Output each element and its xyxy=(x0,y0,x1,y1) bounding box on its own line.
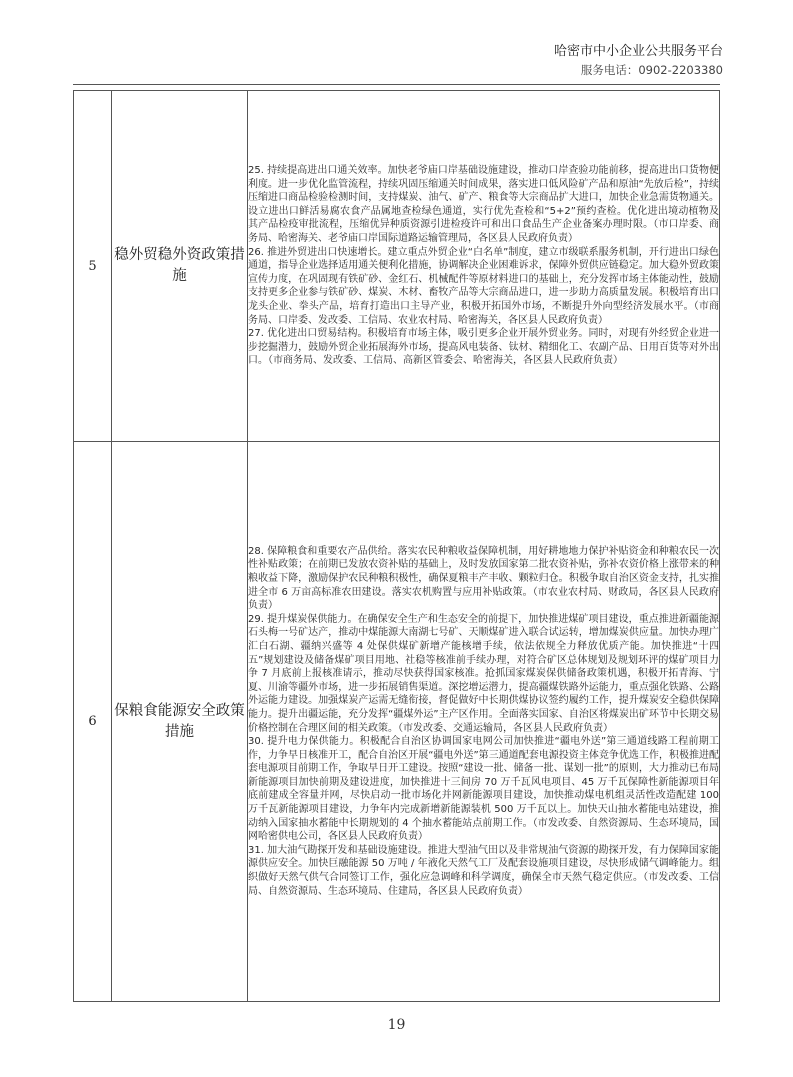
table-row xyxy=(74,91,720,442)
policy-table xyxy=(73,90,720,1002)
item-30: 30. 提升电力保供能力。积极配合自治区协调国家电网公司加快推进“疆电外送”第三通道线路工程前期工作，力争早日核准开工，配合自治区开展“疆电外送”第三通道配套电源投资主体竞争优选工作，积极推进配套电源项目前期工作，争取早日开工建设。按照“建设一批、储备一批、谋划一批”的原则，大力推动已布局新能源项目加快前期及建设进度，加快推进十三间房 70 万千瓦风电项目、45 万千瓦保障性新能源项目年底前建成全容量并网，尽快启动一批市场化并网新能源项目建设，加快推动煤电机组灵活性改造配建 100 万千瓦新能源项目建设，力争年内完成新增新能源装机 500 万千瓦以上。加快天山抽水蓄能电站建设，推动纳入国家抽水蓄能中长期规划的 4 个抽水蓄能站点前期工作。（市发改委、自然资源局、生态环境局，国网哈密供电公司，各区县人民政府负责） xyxy=(248,736,719,843)
row-number: 6 xyxy=(74,442,112,1002)
policy-name: 保粮食能源安全政策措施 xyxy=(112,442,248,1002)
page-number: 19 xyxy=(387,1017,406,1033)
item-27: 27. 优化进出口贸易结构。积极培育市场主体，吸引更多企业开展外贸业务。同时，对现有外经贸企业进一步挖掘潜力，鼓励外贸企业拓展海外市场，提高风电装备、钛材、精细化工、农副产品、日用百货等对外出口。（市商务局、发改委、工信局、高新区管委会、哈密海关，各区县人民政府负责） xyxy=(248,328,719,367)
header-phone: 服务电话：0902-2203380 xyxy=(580,63,723,77)
policy-content xyxy=(248,91,720,442)
page-header xyxy=(554,40,723,78)
item-31: 31. 加大油气勘探开发和基础设施建设。推进大型油气田以及非常规油气资源的勘探开发，有力保障国家能源供应安全。加快巨融能源 50 万吨 / 年液化天然气工厂及配套设施项目建设，尽快形成储气调峰能力。组织做好天然气供气合同签订工作，强化应急调峰和科学调度，确保全市天然气稳定供应。（市发改委、工信局、自然资源局、生态环境局、住建局，各区县人民政府负责） xyxy=(248,844,719,897)
item-28: 28. 保障粮食和重要农产品供给。落实农民种粮收益保障机制，用好耕地地力保护补贴资金和种粮农民一次性补贴政策；在前期已发放农资补贴的基础上，及时发放国家第二批农资补贴，弥补农资价格上涨带来的种粮收益下降，激励保护农民种粮积极性，确保夏粮丰产丰收、颗粒归仓。积极争取自治区资金支持，扎实推进全市 6 万亩高标准农田建设。落实农机购置与应用补贴政策。（市农业农村局、财政局，各区县人民政府负责） xyxy=(248,545,719,612)
table-row xyxy=(74,442,720,1002)
policy-name: 稳外贸稳外资政策措施 xyxy=(112,91,248,442)
row-number: 5 xyxy=(74,91,112,442)
item-26: 26. 推进外贸进出口快速增长。建立重点外贸企业“白名单”制度，建立市级联系服务机制，开行进出口绿色通道，指导企业选择适用通关便利化措施，协调解决企业困难诉求，保障外贸供应链稳定。加大稳外贸政策宣传力度，在巩固现有铁矿砂、金红石、机械配件等原材料进口的基础上，充分发挥市场主体能动性，鼓励支持更多企业参与铁矿砂、煤炭、木材、畜牧产品等大宗商品进口，进一步助力高质量发展。积极培育出口龙头企业、拳头产品，培育打造出口主导产业，积极开拓国外市场，不断提升外向型经济发展水平。（市商务局、口岸委、发改委、工信局、农业农村局、哈密海关，各区县人民政府负责） xyxy=(248,246,719,326)
item-29: 29. 提升煤炭保供能力。在确保安全生产和生态安全的前提下，加快推进煤矿项目建设，重点推进新疆能源石头梅一号矿达产，推动中煤能源大南湖七号矿、天顺煤矿进入联合试运转，增加煤炭供应量。加快办理广汇白石湖、疆纳兴盛等 4 处保供煤矿新增产能核增手续，依法依规全力释放优质产能。加快推进“十四五”规划建设及储备煤矿项目用地、社稳等核准前手续办理，对符合矿区总体规划及规划环评的煤矿项目力争 7 月底前上报核准请示，推动尽快获得国家核准。抢抓国家煤炭保供储备政策机遇，积极开拓青海、宁夏、川渝等疆外市场，进一步拓展销售渠道。深挖增运潜力，提高疆煤铁路外运能力，重点强化铁路、公路外运能力建设。加强煤炭产运需无缝衔接，督促做好中长期供煤协议签约履约工作，提升煤炭安全稳供保障能力。提升出疆运能，充分发挥“疆煤外运”主产区作用。全面落实国家、自治区将煤炭出矿环节中长期交易价格控制在合理区间的相关政策。（市发改委、交通运输局，各区县人民政府负责） xyxy=(248,613,719,734)
header-rule xyxy=(73,84,720,85)
header-org: 哈密市中小企业公共服务平台 xyxy=(553,44,723,59)
policy-content xyxy=(248,442,720,1002)
item-25: 25. 持续提高进出口通关效率。加快老爷庙口岸基础设施建设，推动口岸查验功能前移，提高进出口货物便利度。进一步优化监管流程，持续巩固压缩通关时间成果，落实进口低风险矿产品和原油“先放后检”，持续压缩进口商品检验检测时间，支持煤炭、油气、矿产、粮食等大宗商品扩大进口，加快企业急需货物通关。设立进出口鲜活易腐农食产品属地查检绿色通道，实行优先查检和“5+2”预约查检。优化进出境动植物及其产品检疫审批流程，压缩优异种质资源引进检疫许可和出口食品生产企业备案办理时限。（市口岸委、商务局、哈密海关、老爷庙口岸国际道路运输管理局，各区县人民政府负责） xyxy=(248,165,719,245)
